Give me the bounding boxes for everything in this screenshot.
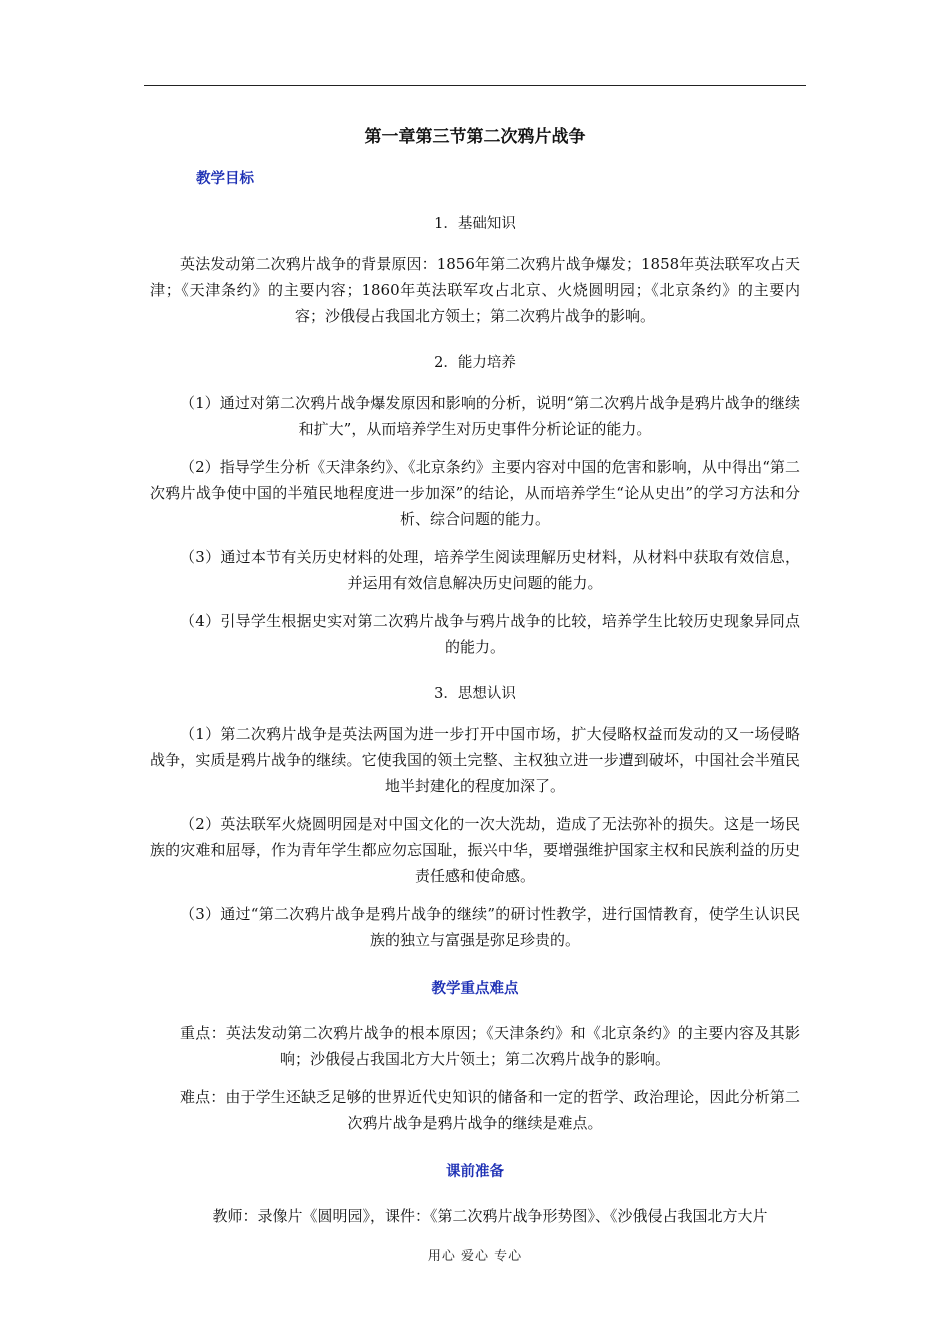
paragraph-focus: 重点：英法发动第二次鸦片战争的根本原因；《天津条约》和《北京条约》的主要内容及其影响；沙俄侵占我国北方大片领土；第二次鸦片战争的影响。 [180, 1024, 800, 1068]
paragraph-basic-knowledge: 英法发动第二次鸦片战争的背景原因：1856年第二次鸦片战争爆发；1858年英法联军攻占天津；《天津条约》的主要内容；1860年英法联军攻占北京、火烧圆明园；《北京条约》的主要内容；沙俄侵占我国北方领土；第二次鸦片战争的影响。 [150, 255, 800, 325]
header-rule [144, 85, 806, 86]
subheading-ability: 2．能力培养 [434, 355, 516, 371]
paragraph-thought-1: （1）第二次鸦片战争是英法两国为进一步打开中国市场，扩大侵略权益而发动的又一场侵略战争，实质是鸦片战争的继续。它使我国的领土完整、主权独立进一步遭到破坏，中国社会半殖民地半封建化的程度加深了。 [150, 725, 800, 795]
section-heading-keypoints: 教学重点难点 [431, 981, 519, 997]
page-footer: 用心 爱心 专心 [427, 1249, 523, 1264]
subheading-basic-knowledge: 1．基础知识 [434, 216, 516, 232]
document-body [150, 112, 800, 1241]
paragraph-ability-2: （2）指导学生分析《天津条约》、《北京条约》主要内容对中国的危害和影响，从中得出“第二次鸦片战争使中国的半殖民地程度进一步加深”的结论，从而培养学生“论从史出”的学习方法和分析、综合问题的能力。 [150, 458, 800, 528]
section-heading-objectives: 教学目标 [196, 171, 254, 187]
page-title: 第一章第三节第二次鸦片战争 [364, 127, 586, 147]
paragraph-preparation: 教师：录像片《圆明园》，课件：《第二次鸦片战争形势图》、《沙俄侵占我国北方大片 [212, 1207, 768, 1225]
paragraph-difficulty: 难点：由于学生还缺乏足够的世界近代史知识的储备和一定的哲学、政治理论，因此分析第二次鸦片战争是鸦片战争的继续是难点。 [180, 1088, 800, 1132]
paragraph-ability-1: （1）通过对第二次鸦片战争爆发原因和影响的分析，说明“第二次鸦片战争是鸦片战争的继续和扩大”，从而培养学生对历史事件分析论证的能力。 [180, 394, 800, 438]
section-heading-preparation: 课前准备 [446, 1164, 504, 1180]
paragraph-thought-2: （2）英法联军火烧圆明园是对中国文化的一次大洗劫，造成了无法弥补的损失。这是一场民族的灾难和屈辱，作为青年学生都应勿忘国耻，振兴中华，要增强维护国家主权和民族利益的历史责任感和使命感。 [150, 815, 800, 885]
paragraph-thought-3: （3）通过“第二次鸦片战争是鸦片战争的继续”的研讨性教学，进行国情教育，使学生认识民族的独立与富强是弥足珍贵的。 [180, 905, 800, 949]
paragraph-ability-3: （3）通过本节有关历史材料的处理，培养学生阅读理解历史材料，从材料中获取有效信息，并运用有效信息解决历史问题的能力。 [180, 548, 800, 592]
subheading-thought: 3．思想认识 [434, 686, 516, 702]
paragraph-ability-4: （4）引导学生根据史实对第二次鸦片战争与鸦片战争的比较，培养学生比较历史现象异同点的能力。 [180, 612, 800, 656]
